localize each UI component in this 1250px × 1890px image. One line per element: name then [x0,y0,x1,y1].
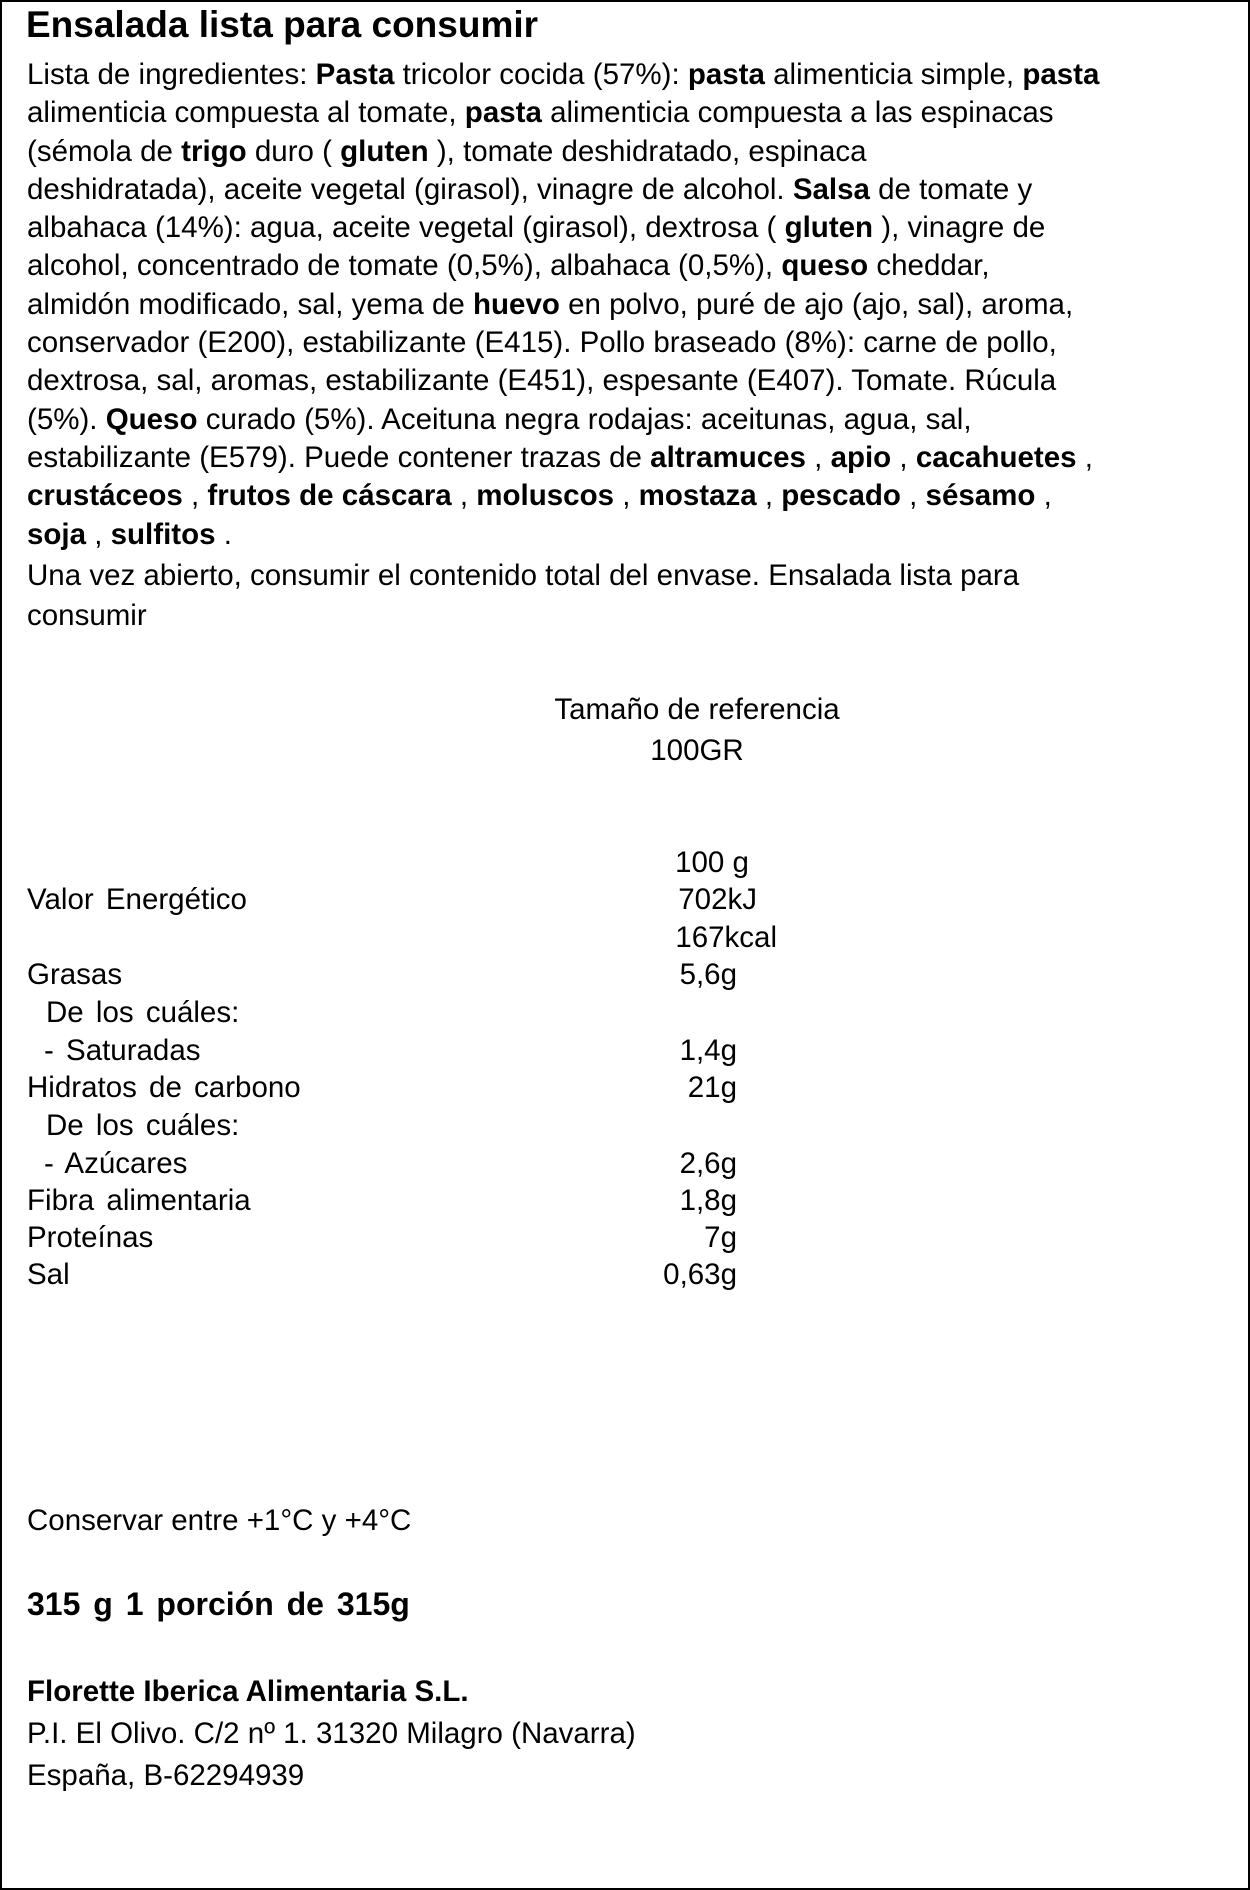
nutrition-label: Fibra alimentaria [27,1184,251,1217]
ingredients-list [27,56,1242,554]
reference-size-value: 100GR [650,734,744,767]
reference-size-title: Tamaño de referencia [554,693,840,726]
ingredients-line: conservador (E200), estabilizante (E415). Pollo braseado (8%): carne de pollo, [27,326,1057,360]
nutrition-label: - Azúcares [44,1147,188,1180]
nutrition-label: Valor Energético [27,883,247,916]
nutrition-value: 7g [704,1221,737,1254]
nutrition-value: 0,63g [663,1258,737,1291]
company-name: Florette Iberica Alimentaria S.L. [27,1675,469,1708]
nutrition-label: De los cuáles: [46,1109,240,1142]
nutrition-value: 5,6g [679,958,737,991]
nutrition-value: 1,4g [679,1034,737,1067]
nutrition-label: Hidratos de carbono [27,1071,301,1104]
ingredients-line: dextrosa, sal, aromas, estabilizante (E451), espesante (E407). Tomate. Rúcula [27,364,1057,398]
nutrition-label: Sal [27,1258,70,1291]
ingredients-line: crustáceos , frutos de cáscara , moluscos , mostaza , pescado , sésamo , [27,479,1052,513]
nutrition-value: 2,6g [679,1147,737,1180]
nutrition-value: 702kJ [678,883,757,916]
ingredients-line: almidón modificado, sal, yema de huevo en polvo, puré de ajo (ajo, sal), aroma, [27,287,1074,321]
ingredients-line: alcohol, concentrado de tomate (0,5%), albahaca (0,5%), queso cheddar, [27,249,990,283]
ingredients-line: alimenticia compuesta al tomate, pasta alimenticia compuesta a las espinacas [27,96,1054,130]
nutrition-header: 100 g [675,846,749,879]
usage-instructions: Una vez abierto, consumir el contenido total del envase. Ensalada lista para consumir [27,559,1020,632]
ingredients-line: estabilizante (E579). Puede contener trazas de altramuces , apio , cacahuetes , [27,440,1093,474]
nutrition-label: Proteínas [27,1221,154,1254]
nutrition-value: 1,8g [679,1184,737,1217]
ingredients-line: (5%). Queso curado (5%). Aceituna negra rodajas: aceitunas, agua, sal, [27,402,972,436]
ingredients-line: soja , sulfitos . [27,517,232,551]
nutrition-label: Grasas [27,958,123,991]
product-title: Ensalada lista para consumir [26,4,539,45]
ingredients-line: albahaca (14%): agua, aceite vegetal (girasol), dextrosa ( gluten ), vinagre de [27,211,1046,245]
nutrition-label: - Saturadas [44,1034,201,1067]
company-country-id: España, B-62294939 [27,1759,305,1792]
nutrition-label: De los cuáles: [46,996,240,1029]
ingredients-line: (sémola de trigo duro ( gluten ), tomate deshidratado, espinaca [27,134,867,168]
storage-instructions: Conservar entre +1°C y +4°C [27,1504,412,1537]
ingredients-line: deshidratada), aceite vegetal (girasol), vinagre de alcohol. Salsa de tomate y [27,172,1033,206]
ingredients-line: Lista de ingredientes: Pasta tricolor cocida (57%): pasta alimenticia simple, pasta [27,58,1100,91]
net-weight: 315 g 1 porción de 315g [27,1586,410,1622]
nutrition-value: 21g [687,1071,737,1104]
company-address: P.I. El Olivo. C/2 nº 1. 31320 Milagro (Navarra) [27,1717,636,1750]
nutrition-value: 167kcal [675,921,777,954]
